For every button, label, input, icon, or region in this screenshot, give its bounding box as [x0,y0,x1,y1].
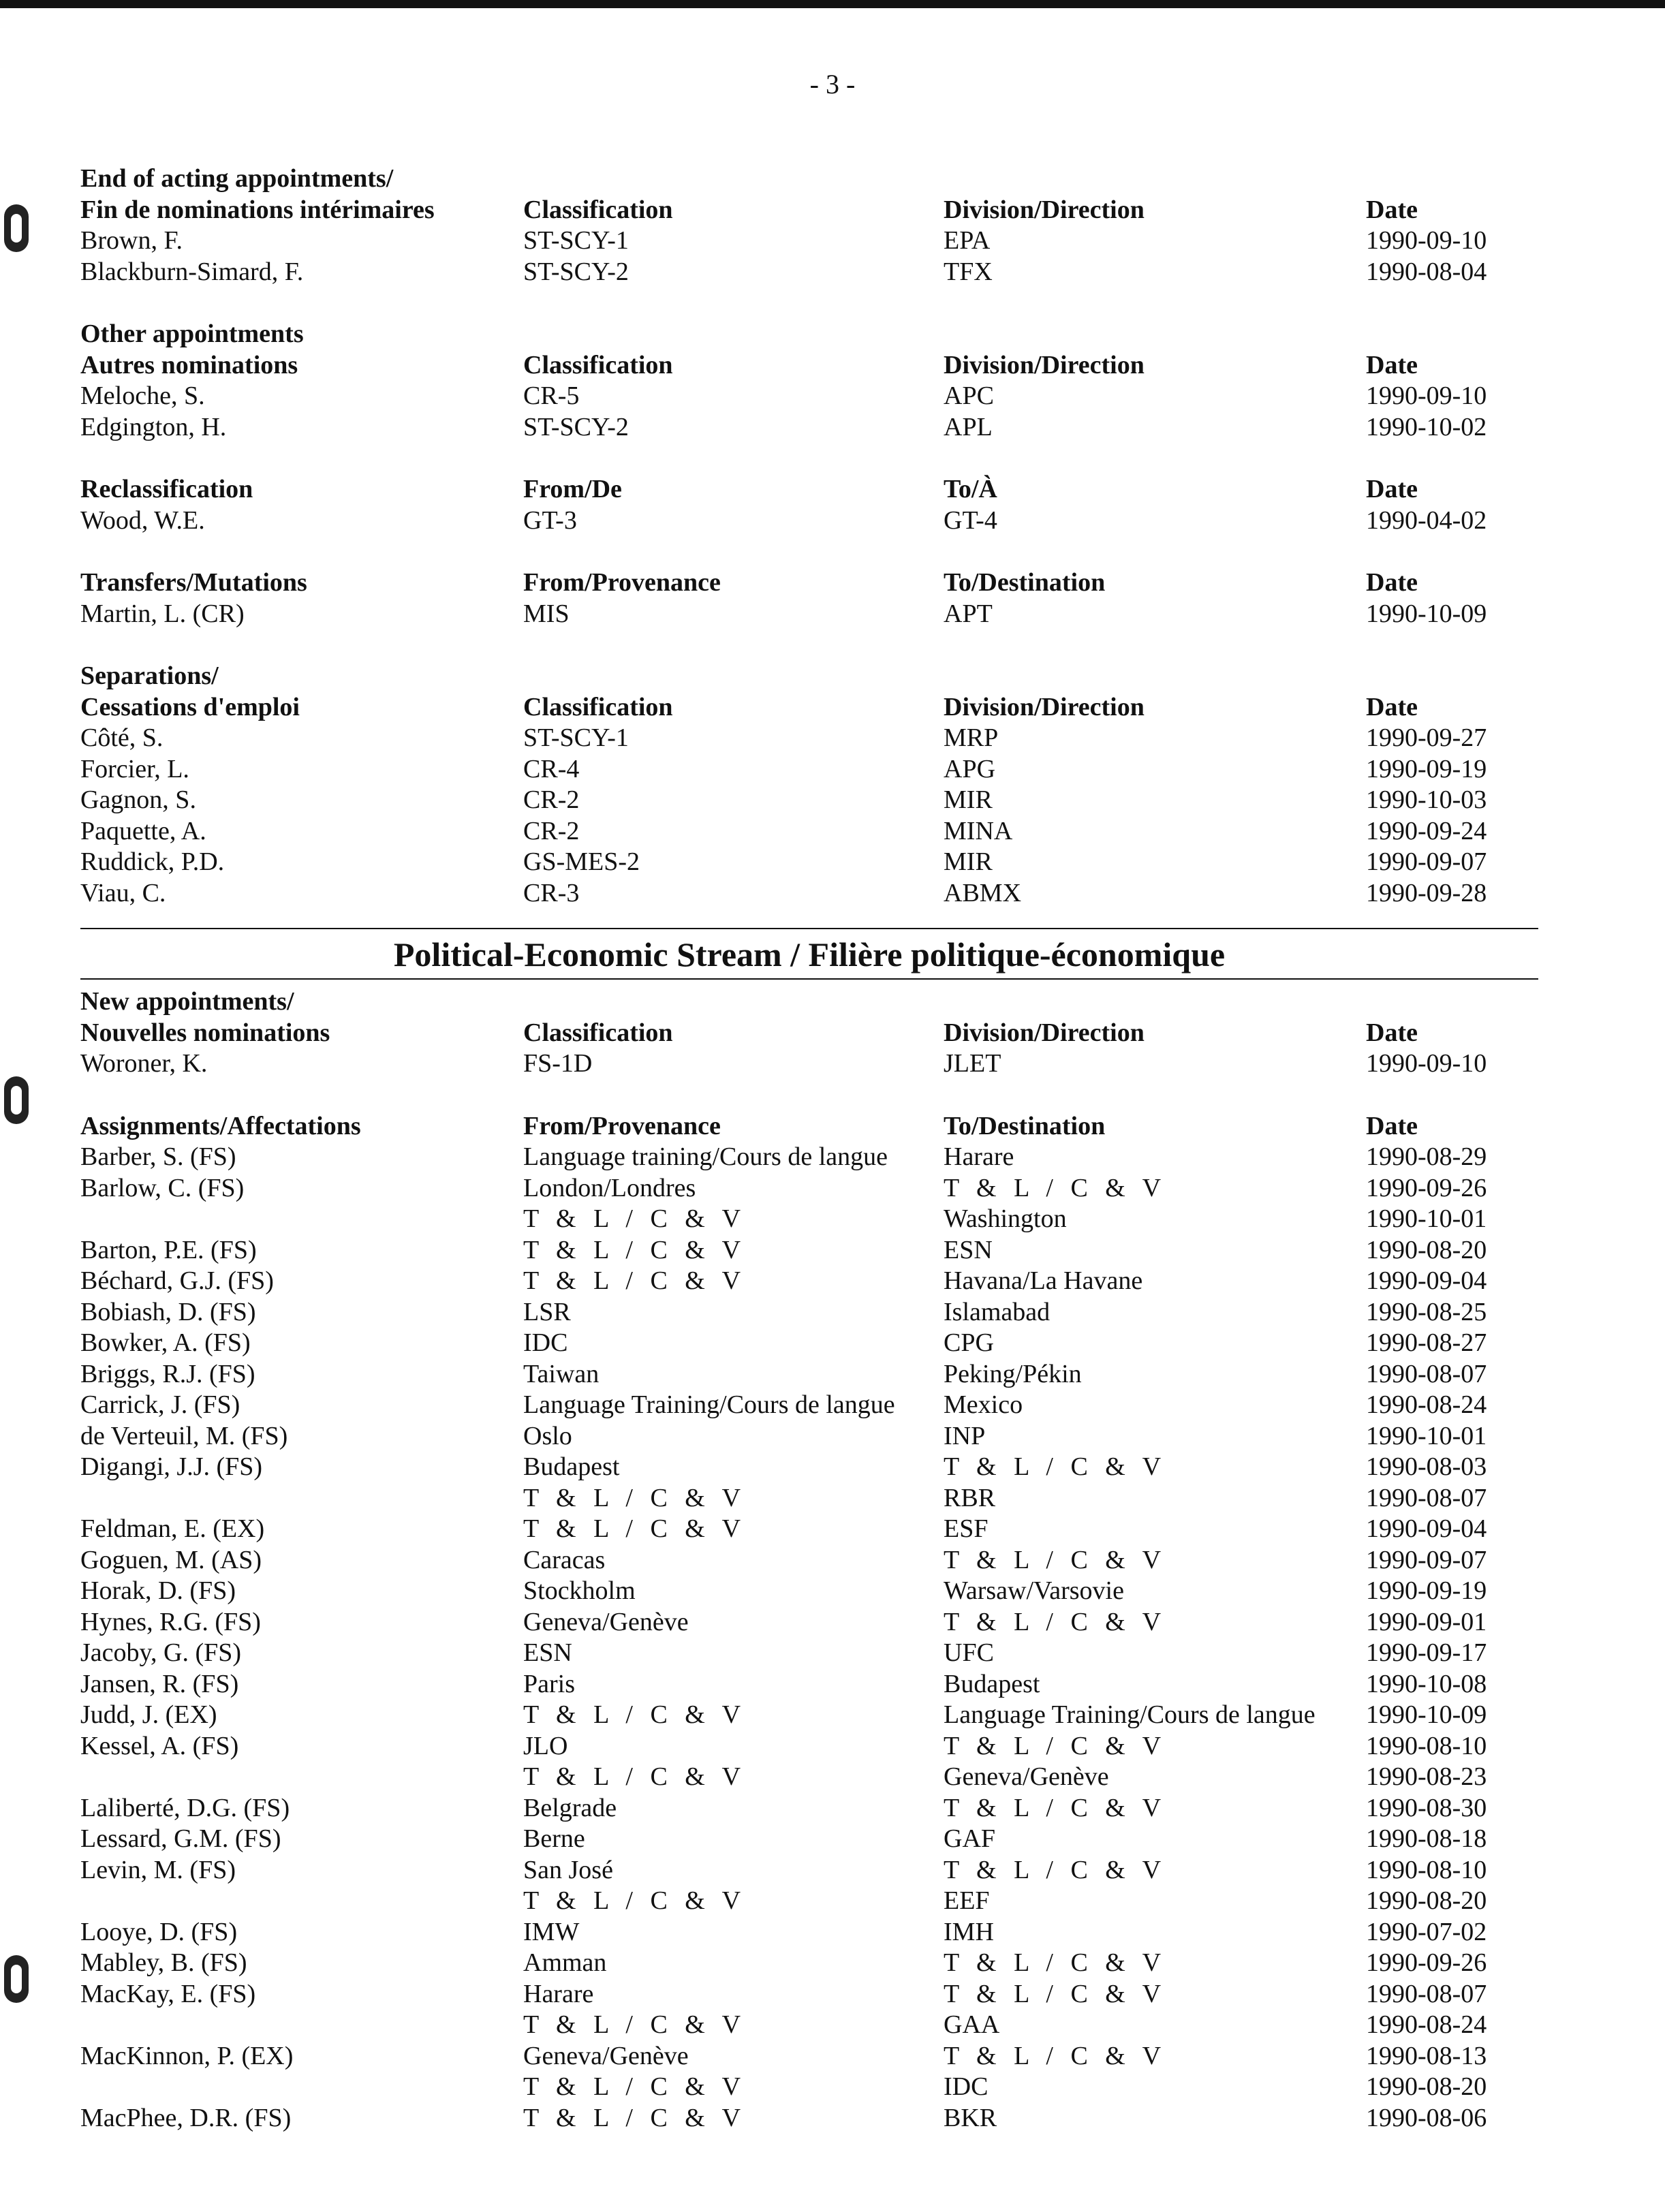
table-row [80,1359,1538,1390]
cell-date: 1990-09-07 [1366,1545,1487,1574]
cell-date: 1990-09-24 [1366,816,1487,845]
table-row [80,1886,1538,1917]
cell-name: Jacoby, G. (FS) [80,1638,242,1667]
column-header-name: Reclassification [80,475,253,503]
stream-title: Political-Economic Stream / Filière politique-économique [393,935,1226,973]
column-header-date: Date [1366,1111,1418,1140]
cell-date: 1990-08-20 [1366,1886,1487,1915]
cell-col2: CR-5 [523,381,580,410]
section-gap [80,1080,1538,1111]
table-row [80,1824,1538,1855]
scan-top-edge [0,0,1665,8]
stream-sections [80,986,1538,2134]
cell-col2: Stockholm [523,1576,636,1605]
table-row [80,1142,1538,1173]
cell-date: 1990-09-19 [1366,1576,1487,1605]
table-row [80,1421,1538,1452]
section-heading: New appointments/ [80,987,294,1016]
cell-date: 1990-08-25 [1366,1297,1487,1326]
table-row [80,1173,1538,1204]
cell-col3: T & L / C & V [944,1173,1167,1202]
cell-col2: T & L / C & V [523,1762,747,1791]
cell-name: Looye, D. (FS) [80,1917,238,1946]
cell-col2: CR-2 [523,785,580,814]
cell-col2: T & L / C & V [523,1514,747,1543]
cell-col3: EEF [944,1886,990,1915]
table-row [80,785,1538,816]
cell-col3: T & L / C & V [944,1545,1167,1574]
table-row [80,599,1538,630]
cell-date: 1990-08-07 [1366,1979,1487,2008]
cell-date: 1990-09-04 [1366,1514,1487,1543]
table-row [80,1669,1538,1700]
cell-col3: ABMX [944,878,1022,907]
cell-col2: Language training/Cours de langue [523,1142,888,1171]
cell-col2: Oslo [523,1421,572,1450]
cell-col2: T & L / C & V [523,1204,747,1233]
cell-col2: JLO [523,1731,568,1760]
cell-date: 1990-08-18 [1366,1824,1487,1853]
section-end-acting [80,163,1538,287]
cell-col2: T & L / C & V [523,1266,747,1295]
column-header-row [80,350,1538,381]
table-row [80,1948,1538,1979]
table-row [80,754,1538,785]
cell-name: Hynes, R.G. (FS) [80,1607,261,1636]
cell-date: 1990-08-23 [1366,1762,1487,1791]
cell-col2: FS-1D [523,1049,593,1078]
binder-hole [4,204,29,252]
cell-col2: T & L / C & V [523,1483,747,1512]
cell-col2: IMW [523,1917,580,1946]
column-header-col2: Classification [523,692,673,721]
cell-name: Laliberté, D.G. (FS) [80,1793,290,1822]
table-row [80,1855,1538,1886]
cell-date: 1990-08-20 [1366,1235,1487,1264]
table-row [80,723,1538,754]
table-row [80,2072,1538,2103]
column-header-name: Transfers/Mutations [80,568,307,597]
page-content [80,163,1538,2134]
column-header-date: Date [1366,475,1418,503]
cell-name: Kessel, A. (FS) [80,1731,239,1760]
cell-col3: T & L / C & V [944,1607,1167,1636]
cell-date: 1990-08-20 [1366,2072,1487,2101]
cell-col3: T & L / C & V [944,1855,1167,1884]
cell-col3: Warsaw/Varsovie [944,1576,1124,1605]
cell-name: Barber, S. (FS) [80,1142,236,1171]
cell-col2: Harare [523,1979,594,2008]
cell-name: Martin, L. (CR) [80,599,245,628]
binder-hole [4,1955,29,2003]
cell-date: 1990-08-30 [1366,1793,1487,1822]
cell-col3: T & L / C & V [944,2041,1167,2070]
cell-name: Gagnon, S. [80,785,196,814]
table-row [80,1607,1538,1638]
cell-col3: APC [944,381,994,410]
cell-col3: JLET [944,1049,1001,1078]
cell-col2: T & L / C & V [523,2103,747,2132]
cell-name: Brown, F. [80,226,183,255]
table-row [80,1483,1538,1514]
cell-col2: Budapest [523,1452,620,1481]
cell-date: 1990-10-03 [1366,785,1487,814]
cell-col2: San José [523,1855,613,1884]
cell-date: 1990-09-10 [1366,1049,1487,1078]
column-header-col3: Division/Direction [944,195,1145,224]
table-row [80,1297,1538,1328]
cell-name: Briggs, R.J. (FS) [80,1359,255,1388]
cell-col2: Belgrade [523,1793,617,1822]
section-new-appointments [80,986,1538,1080]
section-separations [80,629,1538,909]
cell-name: Ruddick, P.D. [80,847,225,876]
table-row [80,2103,1538,2134]
section-gap [80,629,1538,661]
section-transfers [80,536,1538,629]
cell-date: 1990-09-10 [1366,381,1487,410]
cell-name: Viau, C. [80,878,166,907]
cell-col3: Geneva/Genève [944,1762,1109,1791]
section-reclassification [80,443,1538,536]
column-header-name: Autres nominations [80,350,298,379]
cell-col3: APL [944,412,993,441]
cell-name: Lessard, G.M. (FS) [80,1824,281,1853]
cell-name: Mabley, B. (FS) [80,1948,247,1977]
cell-name: de Verteuil, M. (FS) [80,1421,288,1450]
cell-date: 1990-07-02 [1366,1917,1487,1946]
cell-col3: APG [944,754,996,783]
cell-col2: Geneva/Genève [523,2041,689,2070]
column-header-col2: From/De [523,475,622,503]
cell-name: Barlow, C. (FS) [80,1173,245,1202]
cell-col3: T & L / C & V [944,1979,1167,2008]
cell-date: 1990-09-26 [1366,1948,1487,1977]
column-header-row [80,474,1538,505]
cell-col2: ST-SCY-2 [523,257,629,286]
cell-name: Levin, M. (FS) [80,1855,236,1884]
cell-date: 1990-10-09 [1366,1700,1487,1729]
column-header-row [80,1018,1538,1049]
cell-name: Barton, P.E. (FS) [80,1235,257,1264]
cell-col2: Caracas [523,1545,606,1574]
cell-name: Judd, J. (EX) [80,1700,217,1729]
section-heading-row [80,986,1538,1018]
table-row [80,505,1538,537]
column-header-date: Date [1366,1018,1418,1047]
cell-col2: Berne [523,1824,585,1853]
column-header-row [80,692,1538,723]
cell-col3: MIR [944,847,993,876]
cell-name: Horak, D. (FS) [80,1576,236,1605]
cell-col2: T & L / C & V [523,2010,747,2039]
cell-col3: Budapest [944,1669,1040,1698]
column-header-row [80,195,1538,226]
stream-banner [80,928,1538,980]
cell-col3: Islamabad [944,1297,1051,1326]
table-row [80,1700,1538,1731]
cell-col2: T & L / C & V [523,1700,747,1729]
cell-date: 1990-09-10 [1366,226,1487,255]
column-header-date: Date [1366,692,1418,721]
cell-name: Digangi, J.J. (FS) [80,1452,263,1481]
column-header-col2: Classification [523,1018,673,1047]
cell-date: 1990-08-24 [1366,1390,1487,1419]
cell-date: 1990-08-07 [1366,1483,1487,1512]
cell-name: Wood, W.E. [80,505,205,535]
cell-col2: London/Londres [523,1173,696,1202]
stream-rule-bottom [80,978,1538,980]
cell-date: 1990-08-13 [1366,2041,1487,2070]
column-header-col2: From/Provenance [523,1111,721,1140]
cell-col3: Mexico [944,1390,1023,1419]
cell-date: 1990-10-09 [1366,599,1487,628]
cell-date: 1990-08-10 [1366,1855,1487,1884]
cell-col2: CR-3 [523,878,580,907]
cell-col3: MIR [944,785,993,814]
cell-col3: GAA [944,2010,1000,2039]
cell-col2: T & L / C & V [523,2072,747,2101]
cell-col3: Peking/Pékin [944,1359,1082,1388]
section-heading-row [80,661,1538,692]
cell-col3: Havana/La Havane [944,1266,1143,1295]
cell-date: 1990-09-01 [1366,1607,1487,1636]
table-row [80,878,1538,909]
cell-date: 1990-10-08 [1366,1669,1487,1698]
table-row [80,1266,1538,1297]
cell-col2: IDC [523,1328,568,1357]
cell-col3: T & L / C & V [944,1793,1167,1822]
column-header-col3: To/Destination [944,1111,1106,1140]
cell-date: 1990-09-17 [1366,1638,1487,1667]
cell-col3: UFC [944,1638,994,1667]
cell-col3: ESN [944,1235,993,1264]
cell-date: 1990-10-01 [1366,1421,1487,1450]
cell-name: MacPhee, D.R. (FS) [80,2103,292,2132]
cell-date: 1990-08-03 [1366,1452,1487,1481]
cell-col2: ST-SCY-2 [523,412,629,441]
cell-name: Côté, S. [80,723,164,752]
cell-col3: T & L / C & V [944,1948,1167,1977]
cell-col2: Language Training/Cours de langue [523,1390,895,1419]
cell-col3: T & L / C & V [944,1452,1167,1481]
cell-col2: MIS [523,599,570,628]
table-row [80,816,1538,847]
cell-name: Bowker, A. (FS) [80,1328,251,1357]
cell-name: Béchard, G.J. (FS) [80,1266,274,1295]
cell-name: MacKay, E. (FS) [80,1979,256,2008]
cell-name: Jansen, R. (FS) [80,1669,239,1698]
cell-name: Edgington, H. [80,412,227,441]
cell-date: 1990-09-28 [1366,878,1487,907]
table-row [80,1545,1538,1576]
cell-name: Woroner, K. [80,1049,208,1078]
cell-date: 1990-08-07 [1366,1359,1487,1388]
table-row [80,412,1538,443]
cell-col3: T & L / C & V [944,1731,1167,1760]
cell-col3: APT [944,599,993,628]
table-row [80,1204,1538,1235]
cell-col3: CPG [944,1328,994,1357]
table-row [80,225,1538,257]
cell-col3: INP [944,1421,986,1450]
section-gap [80,287,1538,319]
binder-hole [4,1076,29,1124]
table-row [80,1048,1538,1080]
cell-date: 1990-09-04 [1366,1266,1487,1295]
section-heading: End of acting appointments/ [80,164,394,193]
column-header-name: Cessations d'emploi [80,692,300,721]
table-row [80,1328,1538,1359]
cell-col2: CR-2 [523,816,580,845]
table-row [80,1514,1538,1545]
cell-name: MacKinnon, P. (EX) [80,2041,294,2070]
column-header-name: Assignments/Affectations [80,1111,361,1140]
cell-date: 1990-09-19 [1366,754,1487,783]
cell-col2: Geneva/Genève [523,1607,689,1636]
column-header-date: Date [1366,568,1418,597]
table-row [80,1731,1538,1762]
cell-col3: GAF [944,1824,996,1853]
cell-date: 1990-10-02 [1366,412,1487,441]
table-row [80,847,1538,878]
cell-date: 1990-08-24 [1366,2010,1487,2039]
section-heading-row [80,163,1538,195]
cell-date: 1990-09-27 [1366,723,1487,752]
cell-col3: Washington [944,1204,1067,1233]
section-heading-row [80,319,1538,350]
column-header-col3: To/Destination [944,568,1106,597]
table-row [80,1917,1538,1948]
cell-date: 1990-09-07 [1366,847,1487,876]
cell-col2: ESN [523,1638,572,1667]
cell-name: Goguen, M. (AS) [80,1545,262,1574]
section-gap [80,443,1538,474]
cell-col3: IDC [944,2072,989,2101]
personnel-sections [80,163,1538,909]
column-header-name: Fin de nominations intérimaires [80,195,435,224]
cell-col3: EPA [944,226,991,255]
cell-name: Carrick, J. (FS) [80,1390,240,1419]
cell-date: 1990-09-26 [1366,1173,1487,1202]
column-header-col3: Division/Direction [944,1018,1145,1047]
column-header-col3: Division/Direction [944,350,1145,379]
cell-col2: T & L / C & V [523,1235,747,1264]
column-header-row [80,567,1538,599]
section-gap [80,536,1538,567]
cell-name: Forcier, L. [80,754,189,783]
cell-col3: BKR [944,2103,997,2132]
cell-col3: MRP [944,723,999,752]
cell-col2: CR-4 [523,754,580,783]
table-row [80,2010,1538,2041]
table-row [80,1390,1538,1421]
column-header-col2: Classification [523,195,673,224]
table-row [80,381,1538,412]
cell-date: 1990-04-02 [1366,505,1487,535]
table-row [80,1793,1538,1824]
table-row [80,1762,1538,1793]
table-row [80,257,1538,288]
cell-name: Bobiash, D. (FS) [80,1297,256,1326]
cell-date: 1990-08-04 [1366,257,1487,286]
cell-name: Paquette, A. [80,816,206,845]
section-other-appointments [80,287,1538,443]
cell-date: 1990-08-10 [1366,1731,1487,1760]
cell-name: Meloche, S. [80,381,205,410]
cell-col3: Harare [944,1142,1014,1171]
cell-col3: MINA [944,816,1013,845]
table-row [80,1638,1538,1669]
cell-col2: Taiwan [523,1359,600,1388]
table-row [80,1452,1538,1483]
column-header-row [80,1111,1538,1142]
cell-col2: ST-SCY-1 [523,723,629,752]
cell-col3: GT-4 [944,505,997,535]
column-header-col3: To/À [944,475,997,503]
cell-date: 1990-08-06 [1366,2103,1487,2132]
page-number: - 3 - [809,69,856,99]
section-heading: Other appointments [80,320,304,348]
cell-col2: LSR [523,1297,571,1326]
column-header-col2: Classification [523,350,673,379]
cell-col2: Paris [523,1669,575,1698]
section-assignments [80,1080,1538,2134]
cell-date: 1990-08-27 [1366,1328,1487,1357]
cell-col2: T & L / C & V [523,1886,747,1915]
column-header-date: Date [1366,195,1418,224]
section-heading: Separations/ [80,661,219,690]
table-row [80,1235,1538,1266]
cell-col3: Language Training/Cours de langue [944,1700,1316,1729]
table-row [80,2041,1538,2072]
cell-col3: RBR [944,1483,996,1512]
column-header-name: Nouvelles nominations [80,1018,330,1047]
cell-name: Feldman, E. (EX) [80,1514,265,1543]
cell-col3: TFX [944,257,993,286]
column-header-col2: From/Provenance [523,568,721,597]
column-header-date: Date [1366,350,1418,379]
cell-col2: Amman [523,1948,607,1977]
cell-col3: ESF [944,1514,989,1543]
table-row [80,1576,1538,1607]
cell-col2: GS-MES-2 [523,847,640,876]
cell-name: Blackburn-Simard, F. [80,257,304,286]
cell-date: 1990-10-01 [1366,1204,1487,1233]
cell-col3: IMH [944,1917,994,1946]
cell-date: 1990-08-29 [1366,1142,1487,1171]
column-header-col3: Division/Direction [944,692,1145,721]
cell-col2: ST-SCY-1 [523,226,629,255]
cell-col2: GT-3 [523,505,577,535]
table-row [80,1979,1538,2010]
